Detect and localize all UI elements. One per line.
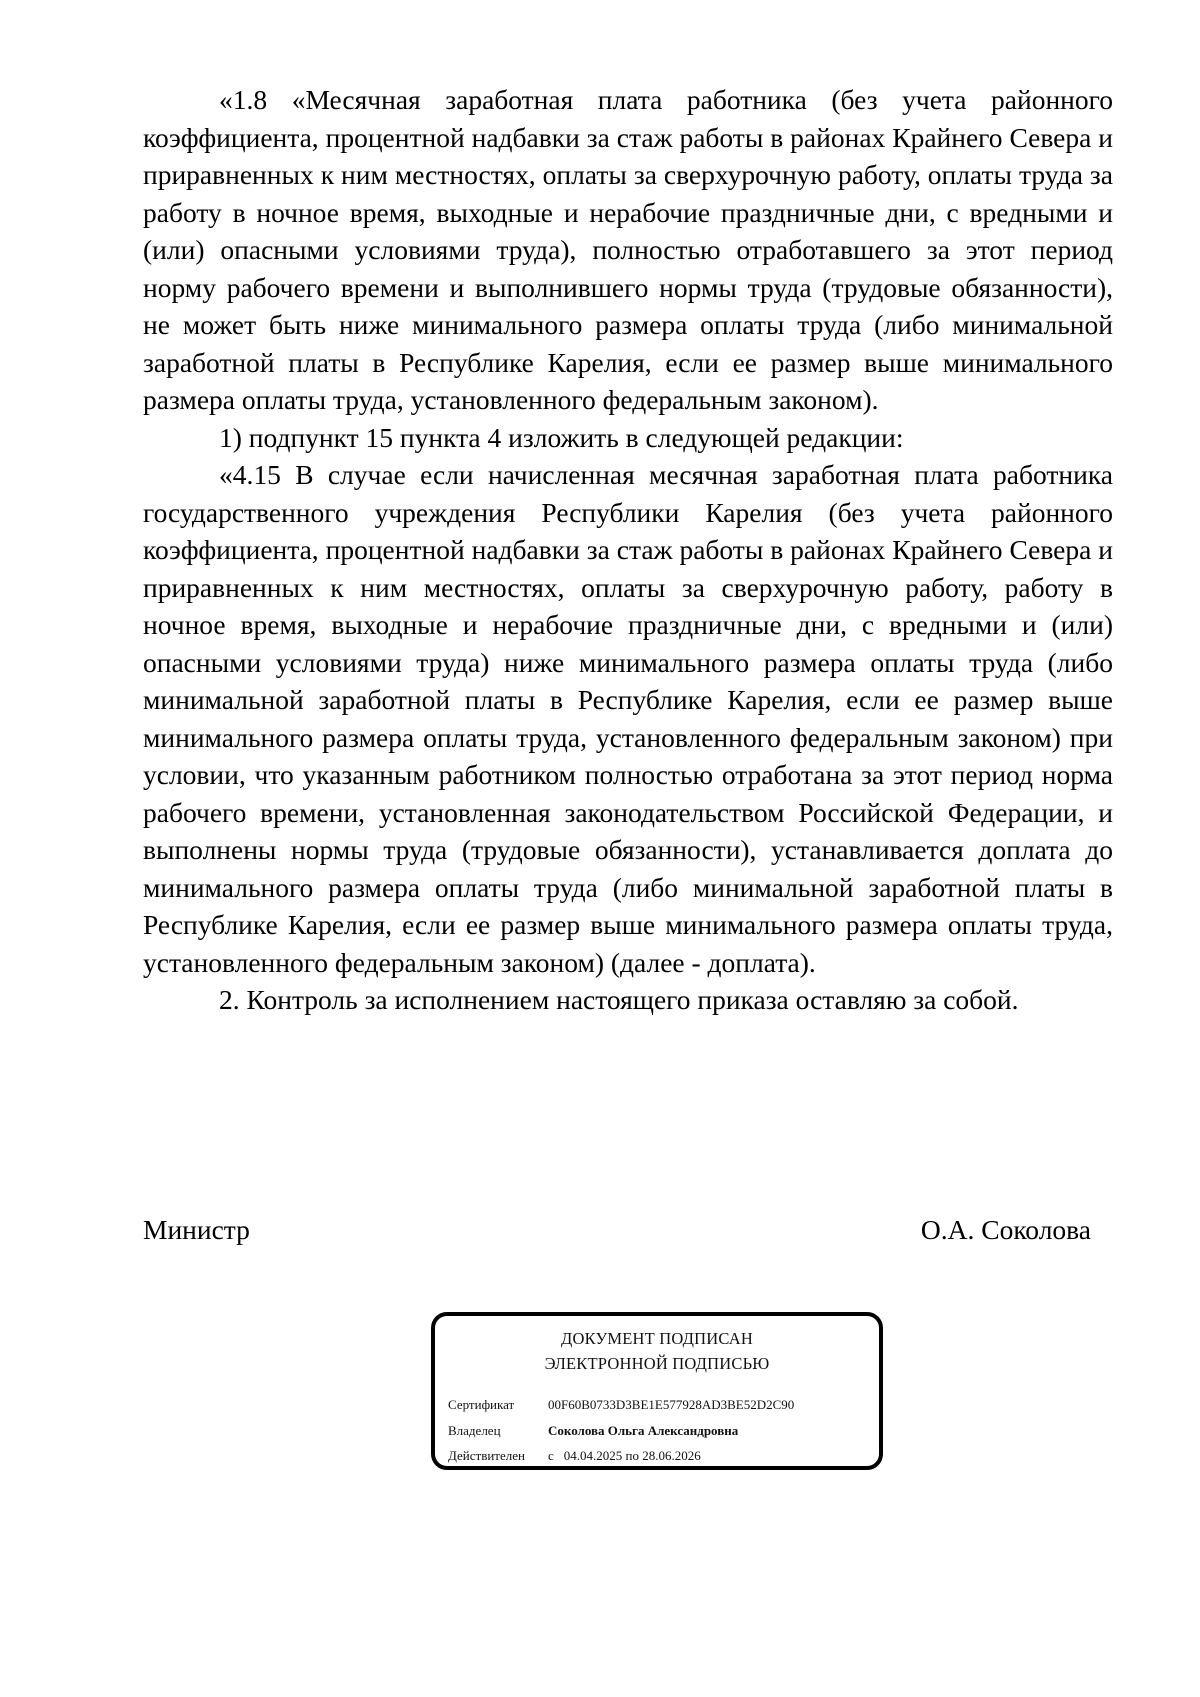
owner-label: Владелец (448, 1423, 501, 1438)
stamp-title-line-1: ДОКУМЕНТ ПОДПИСАН (561, 1329, 753, 1348)
valid-from-date: 04.04.2025 (563, 1448, 623, 1463)
signer-role: Министр (143, 1214, 250, 1245)
stamp-title (435, 1326, 879, 1376)
valid-to-date: 28.06.2026 (642, 1448, 701, 1463)
certificate-label: Сертификат (448, 1397, 515, 1412)
valid-from-prefix: с (548, 1448, 554, 1463)
document-body (143, 81, 1113, 1019)
owner-value: Соколова Ольга Александровна (548, 1423, 739, 1438)
paragraph-subpoint-1: 1) подпункт 15 пункта 4 изложить в следующей редакции: (219, 421, 904, 453)
valid-to-prefix: по (625, 1448, 639, 1463)
signer-name: О.А. Соколова (920, 1214, 1091, 1245)
paragraph-4-15: «4.15 В случае если начисленная месячная заработная плата работника государственного учреждения Республики Карелия (без учета районного коэффициента, процентной надбавки за стаж работы в районах Крайнего Севера и приравненных к ним местностях, оплаты за сверхурочную работу, работу в ночное время, выходные и нерабочие праздничные дни, с вредными и (или) опасными условиями труда) ниже минимального размера оплаты труда (либо минимальной заработной платы в Республике Карелия, если ее размер выше минимального размера оплаты труда, установленного федеральным законом) при условии, что указанным работником полностью отработана за этот период норма рабочего времени, установленная законодательством Российской Федерации, и выполнены нормы труда (трудовые обязанности), устанавливается доплата до минимального размера оплаты труда (либо минимальной заработной платы в Республике Карелия, если ее размер выше минимального размера оплаты труда, установленного федеральным законом) (далее - доплата). (143, 459, 1113, 978)
paragraph-1-8: «1.8 «Месячная заработная плата работника (без учета районного коэффициента, процентной надбавки за стаж работы в районах Крайнего Севера и приравненных к ним местностях, оплаты за сверхурочную работу, оплаты труда за работу в ночное время, выходные и нерабочие праздничные дни, с вредными и (или) опасными условиями труда), полностью отработавшего за этот период норму рабочего времени и выполнившего нормы труда (трудовые обязанности), не может быть ниже минимального размера оплаты труда (либо минимальной заработной платы в Республике Карелия, если ее размер выше минимального размера оплаты труда, установленного федеральным законом). (143, 84, 1113, 415)
stamp-certificate-row (448, 1396, 794, 1414)
stamp-title-line-2: ЭЛЕКТРОННОЙ ПОДПИСЬЮ (544, 1354, 770, 1373)
stamp-validity-row (448, 1447, 701, 1465)
electronic-signature-stamp (431, 1312, 883, 1470)
stamp-owner-row (448, 1422, 738, 1440)
certificate-value: 00F60B0733D3BE1E577928AD3BE52D2C90 (548, 1397, 795, 1412)
valid-label: Действителен (448, 1448, 525, 1463)
paragraph-control: 2. Контроль за исполнением настоящего приказа оставляю за собой. (219, 984, 1019, 1015)
